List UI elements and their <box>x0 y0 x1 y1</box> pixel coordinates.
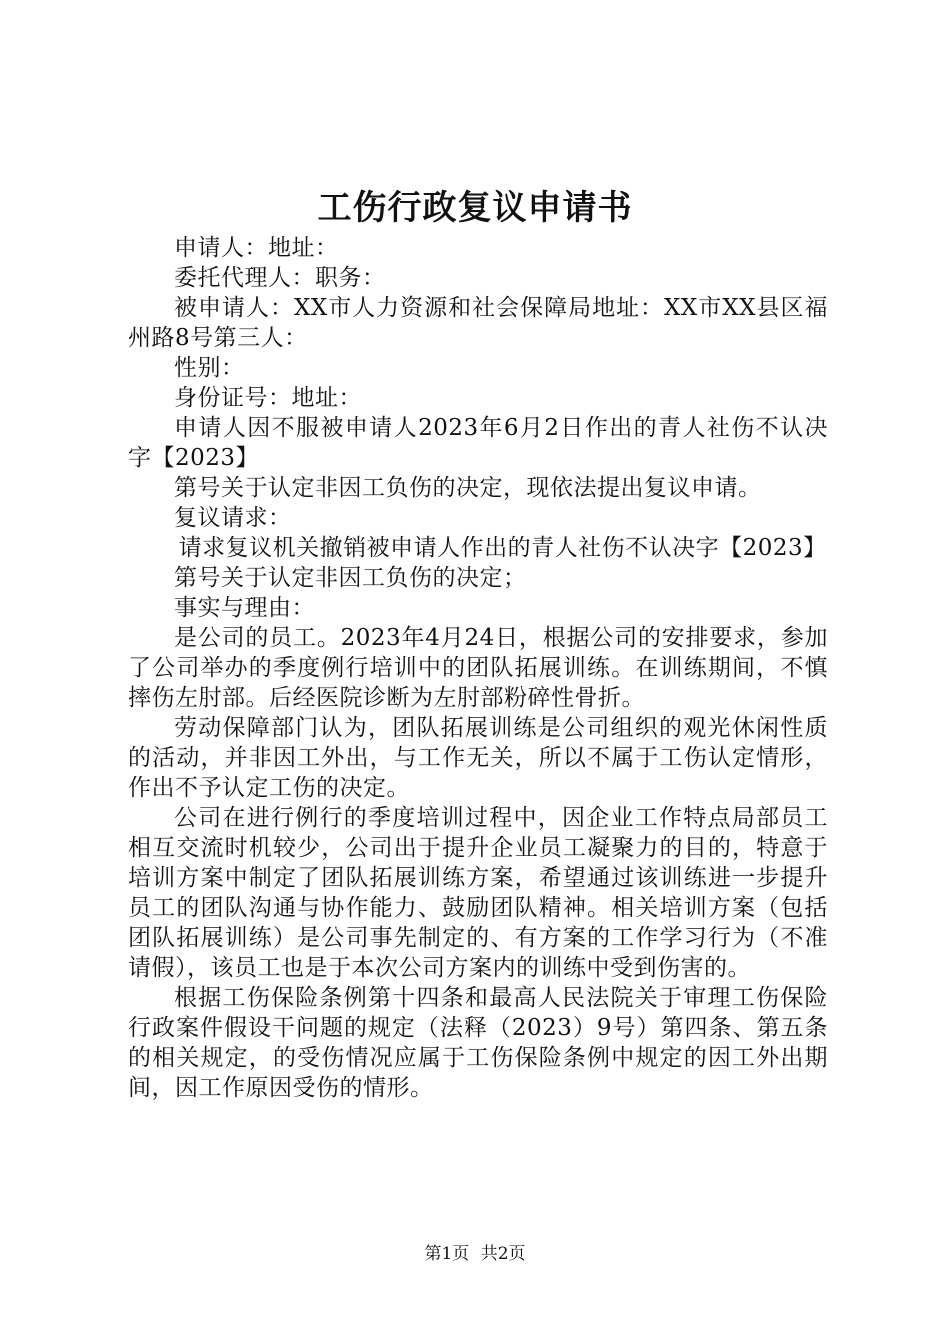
paragraph-applicant: 申请人：地址： <box>174 235 339 261</box>
paragraph-dispute: 申请人因不服被申请人2023年6月2日作出的青人社伤不认决字【2023】 <box>128 415 828 471</box>
page-footer <box>0 1242 950 1266</box>
paragraph-facts-3: 公司在进行例行的季度培训过程中，因企业工作特点局部员工相互交流时机较少，公司出于提升企业员工凝聚力的目的，特意于培训方案中制定了团队拓展训练方案，希望通过该训练进一步提升员工的团队沟通与协作能力、鼓励团队精神。相关培训方案（包括团队拓展训练）是公司事先制定的、有方案的工作学习行为（不准请假），该员工也是于本次公司方案内的训练中受到伤害的。 <box>128 805 828 981</box>
paragraph-facts-2: 劳动保障部门认为，团队拓展训练是公司组织的观光休闲性质的活动，并非因工外出，与工作无关，所以不属于工伤认定情形，作出不予认定工伤的决定。 <box>128 715 828 801</box>
paragraph-request-ref: 第号关于认定非因工负伤的决定； <box>174 565 527 591</box>
paragraph-respondent: 被申请人：XX市人力资源和社会保障局地址：XX市XX县区福州路8号第三人： <box>128 295 828 351</box>
paragraph-request: 请求复议机关撤销被申请人作出的青人社伤不认决字【2023】 <box>178 535 827 561</box>
paragraph-facts-heading: 事实与理由： <box>174 595 315 621</box>
paragraph-legal-basis: 根据工伤保险条例第十四条和最高人民法院关于审理工伤保险行政案件假设干问题的规定（法释（2023）9号）第四条、第五条的相关规定，的受伤情况应属于工伤保险条例中规定的因工外出期间，因工作原因受伤的情形。 <box>128 985 828 1101</box>
page-total: 共2页 <box>480 1244 526 1264</box>
paragraph-request-heading: 复议请求： <box>174 505 292 531</box>
paragraph-id-number: 身份证号：地址： <box>174 385 362 411</box>
paragraph-facts-1: 是公司的员工。2023年4月24日，根据公司的安排要求，参加了公司举办的季度例行培训中的团队拓展训练。在训练期间，不慎摔伤左肘部。后经医院诊断为左肘部粉碎性骨折。 <box>128 625 828 711</box>
page-number: 第1页 <box>424 1244 470 1264</box>
document-body <box>128 233 828 1103</box>
paragraph-decision-ref: 第号关于认定非因工负伤的决定，现依法提出复议申请。 <box>174 475 762 501</box>
paragraph-agent: 委托代理人：职务： <box>174 265 386 291</box>
paragraph-gender: 性别： <box>174 355 245 381</box>
document-title: 工伤行政复议申请书 <box>317 188 633 228</box>
